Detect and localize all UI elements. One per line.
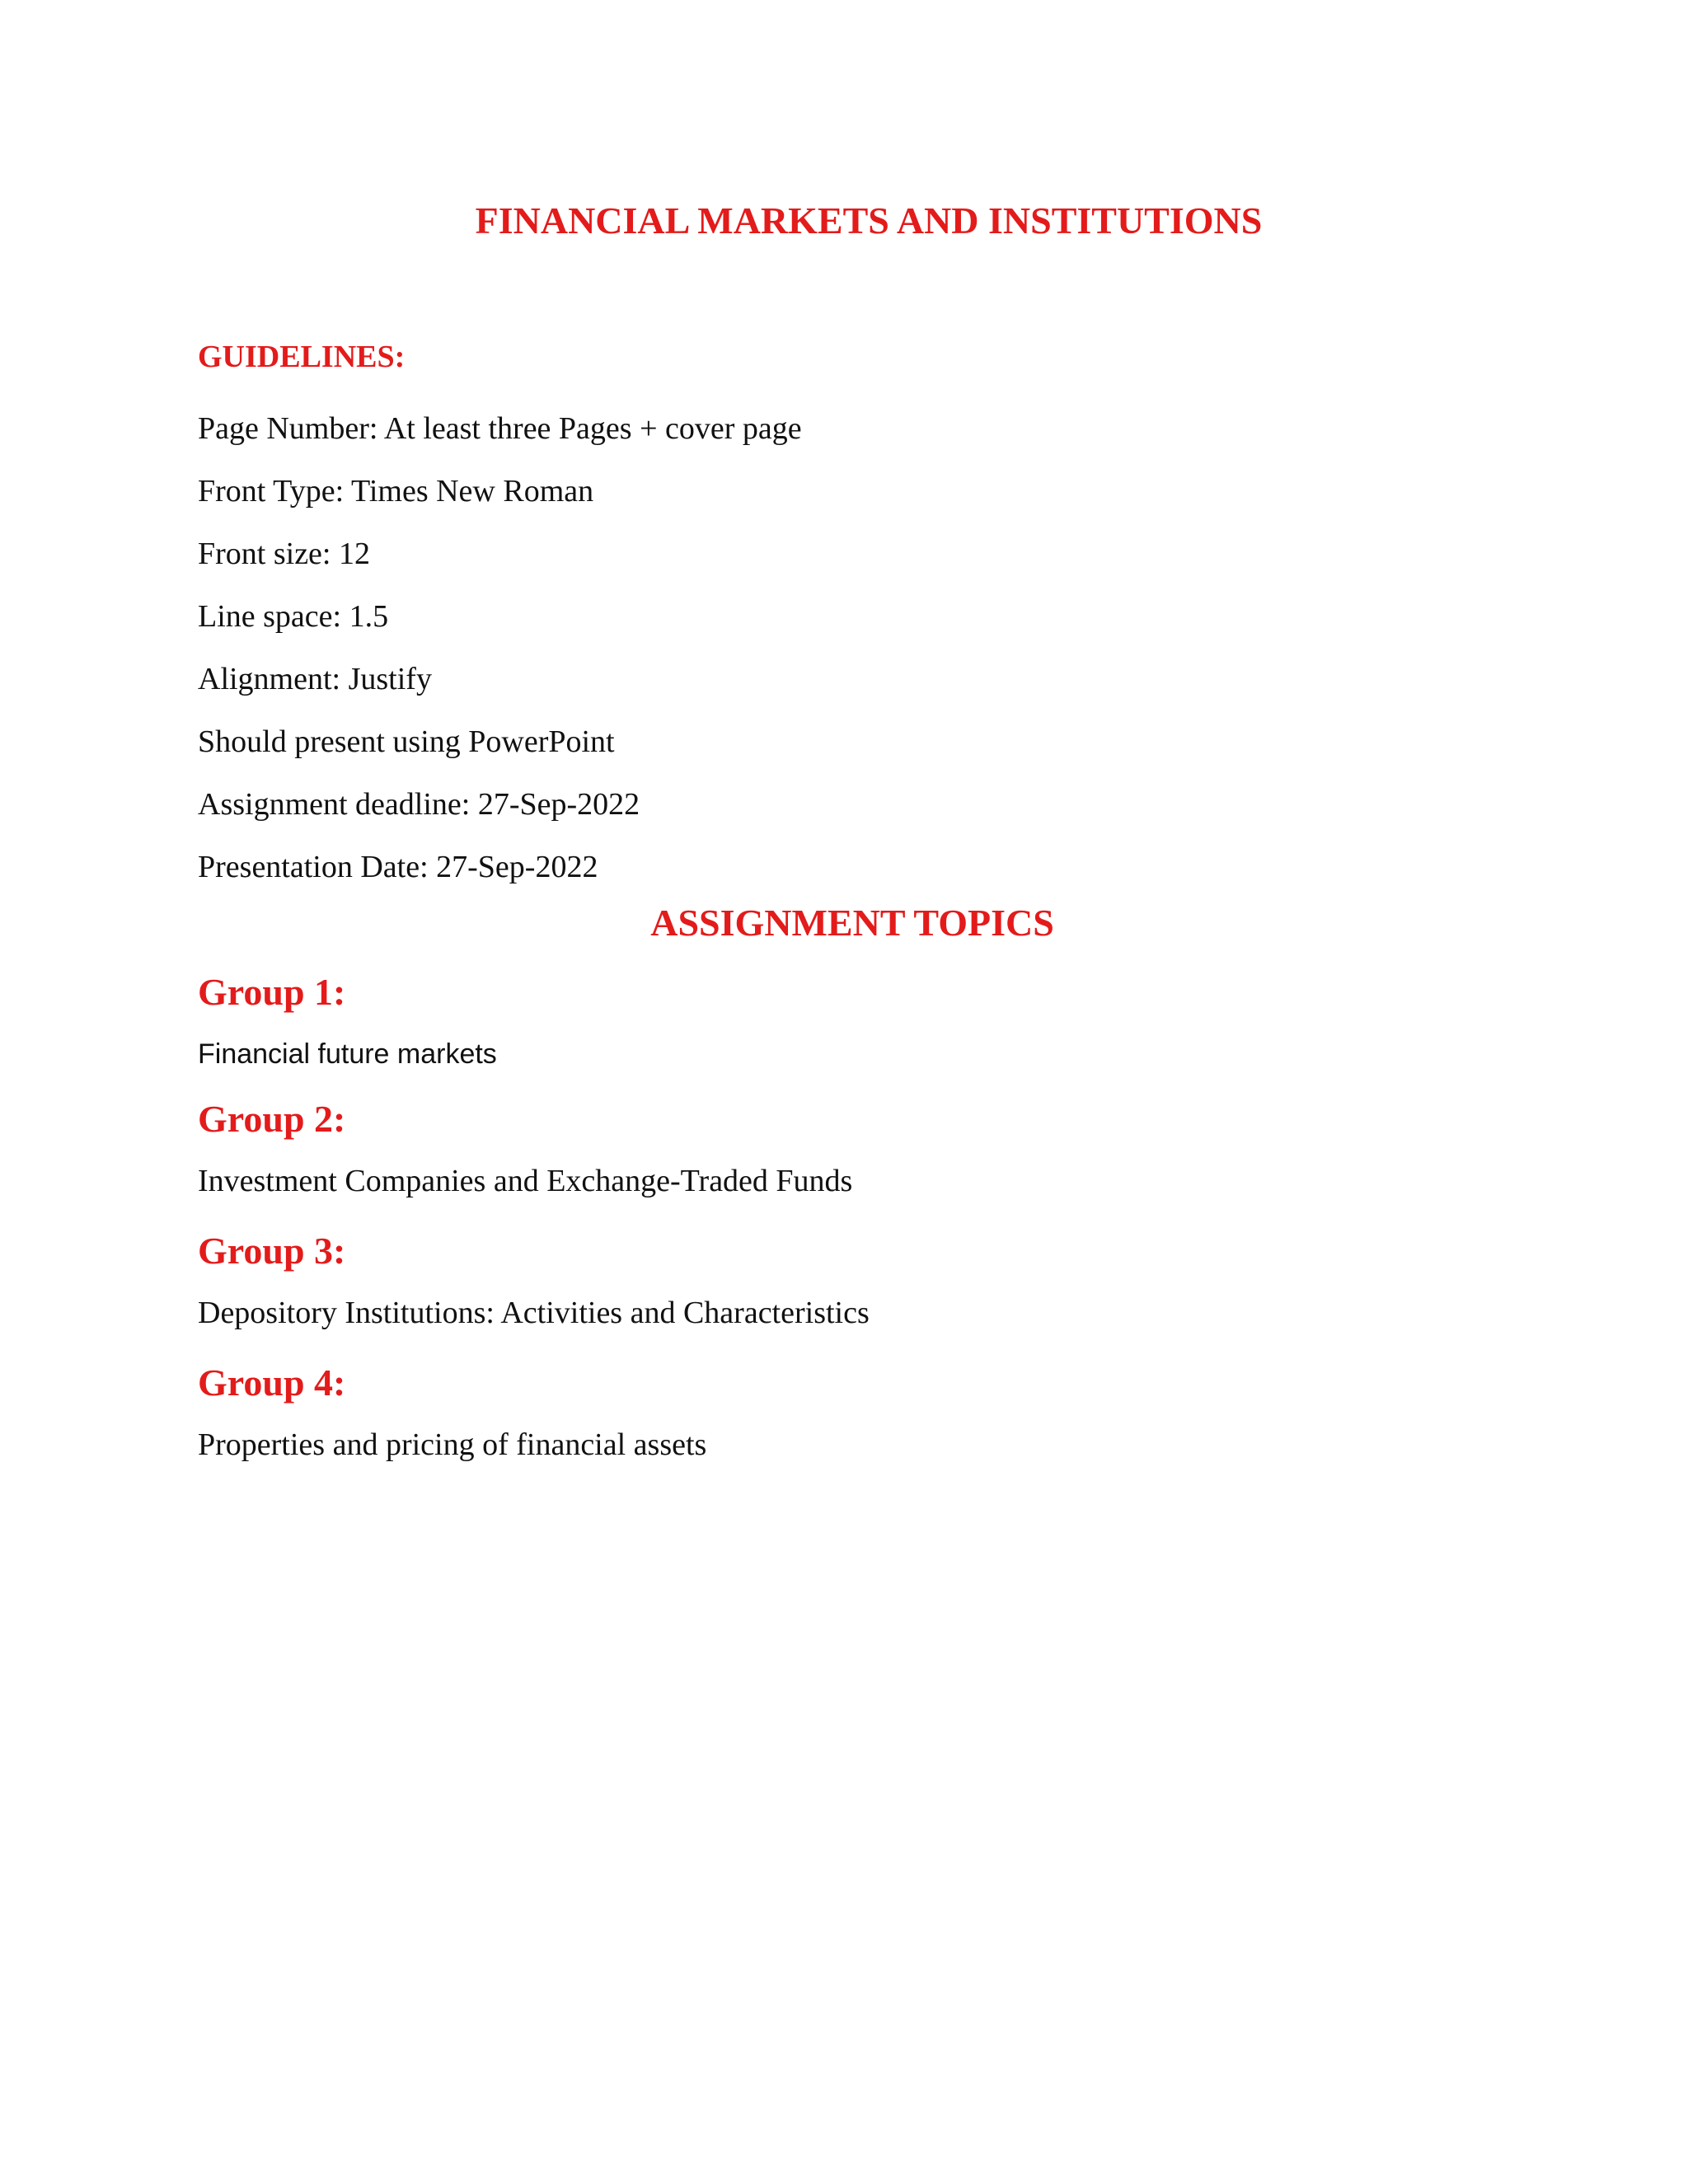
guideline-line-space: Line space: 1.5 — [198, 599, 389, 634]
group-1 — [198, 969, 497, 1073]
guidelines-heading: GUIDELINES: — [198, 340, 406, 374]
group-3 — [198, 1228, 870, 1332]
guideline-font-size: Front size: 12 — [198, 537, 370, 571]
group-heading: Group 3: — [198, 1230, 346, 1272]
guideline-alignment: Alignment: Justify — [198, 662, 432, 696]
group-heading: Group 1: — [198, 971, 346, 1013]
group-4 — [198, 1360, 706, 1464]
guideline-font-type: Front Type: Times New Roman — [198, 474, 594, 509]
document-title: FINANCIAL MARKETS AND INSTITUTIONS — [475, 199, 1263, 241]
group-heading: Group 4: — [198, 1361, 346, 1404]
guideline-presentation-date: Presentation Date: 27-Sep-2022 — [198, 850, 598, 884]
guideline-assignment-deadline: Assignment deadline: 27-Sep-2022 — [198, 787, 640, 822]
group-2 — [198, 1096, 852, 1200]
group-topic: Properties and pricing of financial assets — [198, 1427, 707, 1462]
guideline-presentation-tool: Should present using PowerPoint — [198, 724, 615, 759]
group-heading: Group 2: — [198, 1098, 346, 1140]
group-topic: Investment Companies and Exchange-Traded Funds — [198, 1164, 853, 1198]
group-topic: Financial future markets — [198, 1038, 497, 1070]
assignment-topics-heading: ASSIGNMENT TOPICS — [650, 902, 1054, 944]
guidelines-list — [198, 397, 802, 898]
group-topic: Depository Institutions: Activities and Characteristics — [198, 1296, 870, 1330]
guideline-page-number: Page Number: At least three Pages + cover page — [198, 411, 802, 446]
